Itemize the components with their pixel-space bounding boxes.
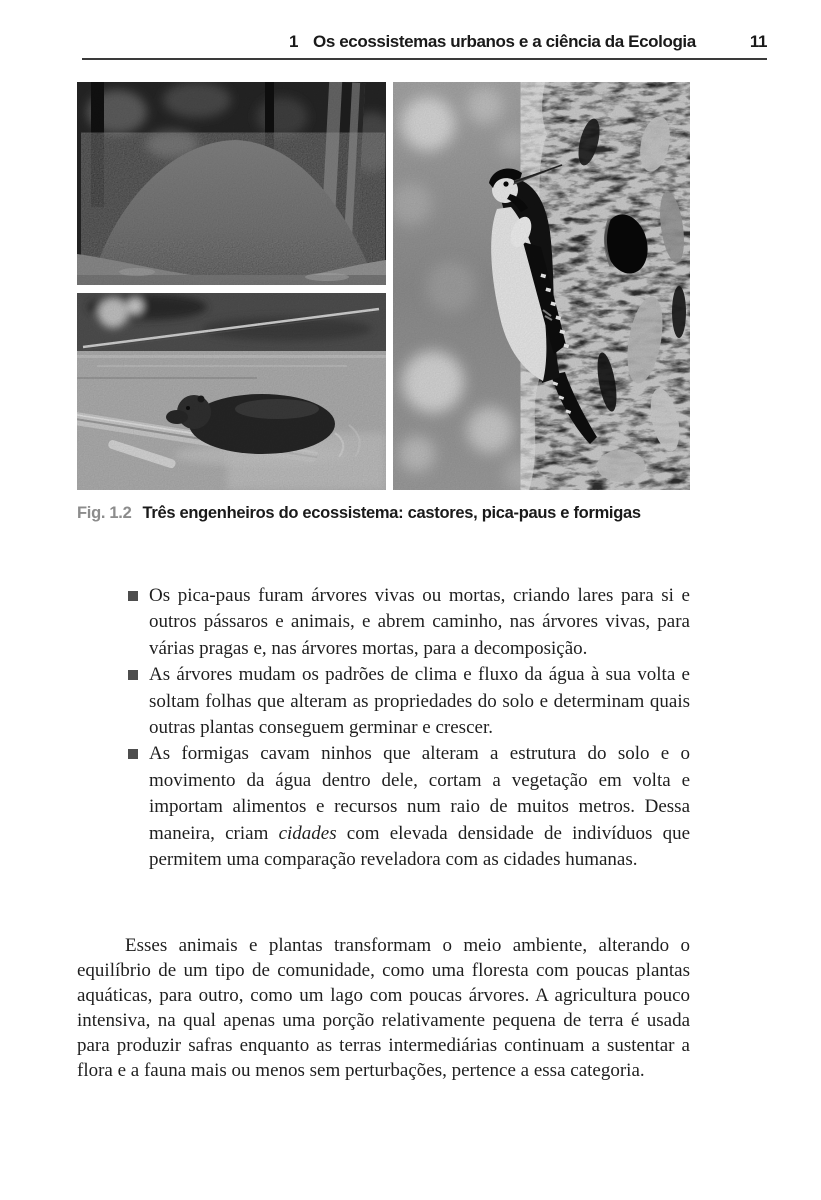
bullet-text-after: com elevada densidade de indivíduos que permitem uma comparação reveladora com as cidades humanas. — [149, 822, 691, 871]
bullet-list — [77, 583, 690, 873]
body-paragraph: Esses animais e plantas transformam o meio ambiente, alterando o equilíbrio de um tipo de comunidade, como uma floresta com poucas plantas aquáticas, para outro, como um lago com poucas árvores. A agricultura pouco intensiva, na qual apenas uma porção relativamente pequena de terra é usada para produzir safras enquanto as terras intermediárias continuam a sustentar a flora e a fauna mais ou menos sem perturbações, pertence a essa categoria. — [77, 935, 690, 1081]
ant-mound-photo — [77, 82, 386, 285]
chapter-number: 1 — [288, 32, 299, 51]
bullet-text: As árvores mudam os padrões de clima e fluxo da água à sua volta e soltam folhas que alteram as propriedades do solo e determinam quais outras plantas conseguem germinar e crescer. — [149, 664, 690, 739]
figure-1-2 — [77, 82, 690, 523]
header-rule — [82, 58, 767, 60]
list-item — [77, 741, 690, 873]
figure-right-column — [393, 82, 690, 490]
bullet-text: Os pica-paus furam árvores vivas ou mortas, criando lares para si e outros pássaros e animais, e abrem caminho, nas árvores vivas, para várias pragas e, nas árvores mortas, para a decomposição. — [149, 585, 690, 659]
running-head — [82, 32, 767, 60]
list-item — [77, 583, 690, 662]
bullet-square-icon — [128, 670, 138, 680]
chapter-title: Os ecossistemas urbanos e a ciência da Ecologia — [313, 32, 696, 51]
bullet-square-icon — [128, 749, 138, 759]
figure-caption — [77, 504, 690, 523]
beaver-photo — [77, 293, 386, 490]
list-item — [77, 662, 690, 741]
figure-caption-label: Fig. 1.2 — [77, 504, 132, 522]
page-number: 11 — [749, 32, 767, 51]
bullet-text-italic: cidades — [278, 822, 337, 844]
figure-caption-text: Três engenheiros do ecossistema: castores, pica-paus e formigas — [142, 504, 641, 522]
woodpecker-photo — [393, 82, 690, 490]
bullet-text: As formigas cavam ninhos que alteram a estrutura do solo e o movimento da água dentro dele, cortam a vegetação em volta e importam alimentos e recursos num raio de muitos metros. Dessa maneira, criam — [149, 743, 690, 844]
bullet-square-icon — [128, 591, 138, 601]
figure-left-column — [77, 82, 386, 490]
figure-photo-grid — [77, 82, 690, 490]
